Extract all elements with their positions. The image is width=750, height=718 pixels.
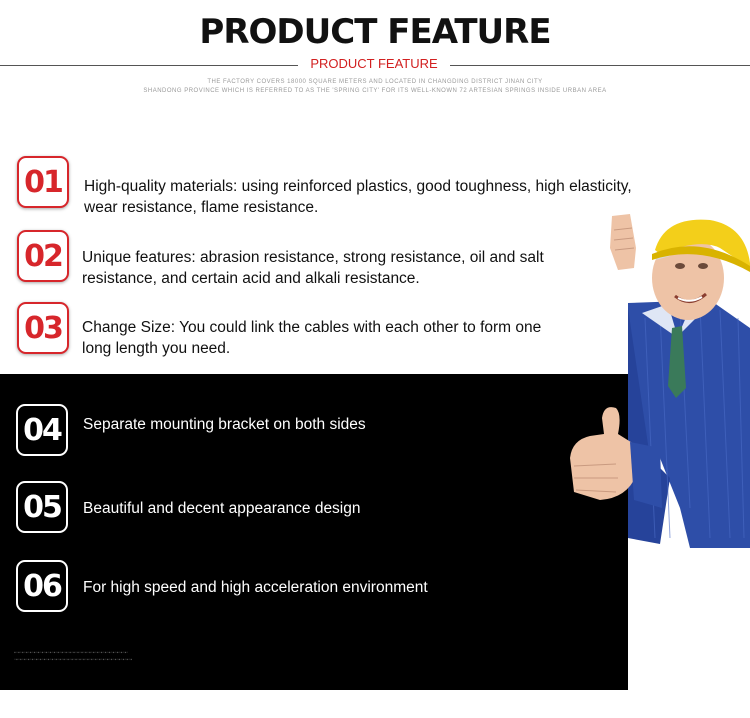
feature-text-06: For high speed and high acceleration environment — [83, 579, 428, 596]
tagline-line-1: THE FACTORY COVERS 18000 SQUARE METERS AND LOCATED IN CHANGDING DISTRICT JINAN CITY — [207, 79, 543, 85]
feature-number-05: 05 — [16, 481, 68, 533]
divider-left — [0, 65, 298, 66]
feature-text-03: Change Size: You could link the cables with each other to form one long length you need. — [82, 319, 542, 357]
decorative-pattern-line-2: ▫︎▪︎▫︎▪︎▫︎▪︎▫︎▪︎▫︎▪︎▫︎▪︎▫︎▪︎▫︎▪︎▫︎▪︎▫︎▪︎▫︎▪︎▫︎▪︎▫︎▪︎▫︎▪︎▫︎▪︎▫︎▪︎▫︎▪︎▫︎▪︎▫︎▪︎▫︎▪︎▫︎▪︎▫︎▪︎▫︎▪︎▫︎▪︎▫︎▪︎▫︎▪︎▫︎▪︎▫︎▪︎▫︎▪︎▫︎▪︎ — [14, 657, 133, 663]
feature-number-02: 02 — [17, 230, 69, 282]
feature-number-06: 06 — [16, 560, 68, 612]
tagline-line-2: SHANDONG PROVINCE WHICH IS REFERRED TO AS THE 'SPRING CITY' FOR ITS WELL-KNOWN 72 ARTESIAN SPRINGS INSIDE URBAN AREA — [143, 88, 607, 94]
feature-text-04: Separate mounting bracket on both sides — [83, 416, 366, 433]
page-title: PRODUCT FEATURE — [199, 12, 551, 52]
worker-thumbs-up-image — [560, 208, 750, 548]
feature-text-05: Beautiful and decent appearance design — [83, 500, 361, 517]
feature-text-02: Unique features: abrasion resistance, strong resistance, oil and salt resistance, and certain acid and alkali resistance. — [82, 249, 544, 287]
feature-text-01: High-quality materials: using reinforced plastics, good toughness, high elasticity, wear resistance, flame resistance. — [84, 178, 632, 216]
feature-number-04: 04 — [16, 404, 68, 456]
divider-right — [450, 65, 750, 66]
decorative-pattern-line-1: ▪︎▫︎▪︎▫︎▪︎▫︎▪︎▫︎▪︎▫︎▪︎▫︎▪︎▫︎▪︎▫︎▪︎▫︎▪︎▫︎▪︎▫︎▪︎▫︎▪︎▫︎▪︎▫︎▪︎▫︎▪︎▫︎▪︎▫︎▪︎▫︎▪︎▫︎▪︎▫︎▪︎▫︎▪︎▫︎▪︎▫︎▪︎▫︎▪︎▫︎▪︎▫︎▪︎▫︎▪︎▫︎▪︎▫︎ — [14, 650, 129, 656]
feature-number-03: 03 — [17, 302, 69, 354]
section-subtitle: PRODUCT FEATURE — [310, 56, 438, 71]
feature-number-01: 01 — [17, 156, 69, 208]
